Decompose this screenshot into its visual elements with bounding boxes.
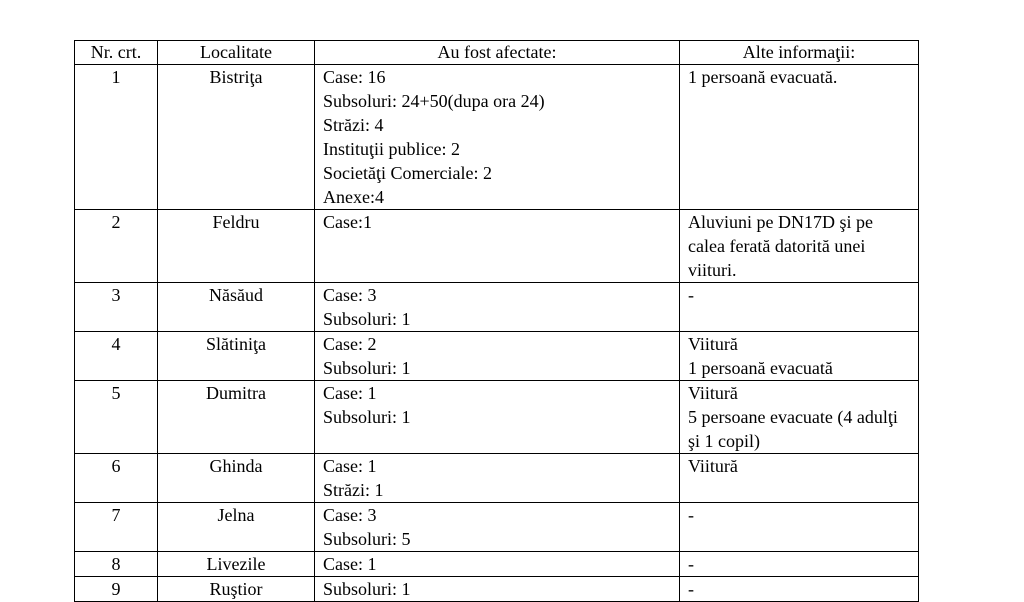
table-row (75, 577, 919, 602)
cell-afectate (315, 381, 680, 454)
table-header-row (75, 41, 919, 65)
afectate-line: Străzi: 4 (323, 115, 384, 135)
cell-alte-informatii (680, 210, 919, 283)
header-localitate: Localitate (158, 41, 315, 65)
cell-nr-crt: 9 (75, 577, 158, 602)
cell-alte-informatii (680, 552, 919, 577)
cell-alte-informatii (680, 65, 919, 210)
cell-localitate: Slătiniţa (158, 332, 315, 381)
cell-localitate: Ruştior (158, 577, 315, 602)
cell-alte-informatii (680, 332, 919, 381)
afectate-line: Străzi: 1 (323, 480, 384, 500)
table-row (75, 65, 919, 210)
info-line: - (688, 579, 694, 599)
flood-report-table (74, 40, 919, 602)
cell-localitate: Ghinda (158, 454, 315, 503)
cell-afectate (315, 65, 680, 210)
cell-alte-informatii (680, 283, 919, 332)
table-row (75, 332, 919, 381)
afectate-line: Case:1 (323, 212, 372, 232)
info-line: - (688, 285, 694, 305)
afectate-line: Case: 16 (323, 67, 386, 87)
info-line: Viitură (688, 383, 738, 403)
table-row (75, 283, 919, 332)
cell-afectate (315, 503, 680, 552)
cell-nr-crt: 8 (75, 552, 158, 577)
cell-localitate: Năsăud (158, 283, 315, 332)
afectate-line: Case: 1 (323, 383, 377, 403)
table-row (75, 381, 919, 454)
afectate-line: Instituţii publice: 2 (323, 139, 460, 159)
afectate-line: Anexe:4 (323, 187, 384, 207)
cell-localitate: Livezile (158, 552, 315, 577)
info-line: Aluviuni pe DN17D şi pe calea ferată datorită unei viituri. (688, 212, 873, 280)
table-row (75, 454, 919, 503)
cell-nr-crt: 7 (75, 503, 158, 552)
cell-afectate (315, 454, 680, 503)
afectate-line: Case: 1 (323, 456, 377, 476)
table-row (75, 210, 919, 283)
cell-afectate (315, 210, 680, 283)
info-line: 1 persoană evacuată (688, 358, 833, 378)
info-line: 1 persoană evacuată. (688, 67, 838, 87)
cell-alte-informatii (680, 503, 919, 552)
info-line: Viitură (688, 456, 738, 476)
afectate-line: Societăţi Comerciale: 2 (323, 163, 492, 183)
afectate-line: Subsoluri: 1 (323, 309, 411, 329)
afectate-line: Case: 3 (323, 285, 377, 305)
header-nr-crt: Nr. crt. (75, 41, 158, 65)
cell-afectate (315, 552, 680, 577)
cell-alte-informatii (680, 577, 919, 602)
cell-afectate (315, 577, 680, 602)
cell-nr-crt: 3 (75, 283, 158, 332)
header-alte-informatii: Alte informaţii: (680, 41, 919, 65)
table-row (75, 503, 919, 552)
cell-localitate: Bistriţa (158, 65, 315, 210)
afectate-line: Case: 2 (323, 334, 377, 354)
cell-alte-informatii (680, 381, 919, 454)
afectate-line: Case: 1 (323, 554, 377, 574)
info-line: - (688, 554, 694, 574)
cell-localitate: Dumitra (158, 381, 315, 454)
table-row (75, 552, 919, 577)
cell-nr-crt: 2 (75, 210, 158, 283)
afectate-line: Case: 3 (323, 505, 377, 525)
header-afectate: Au fost afectate: (315, 41, 680, 65)
afectate-line: Subsoluri: 1 (323, 407, 411, 427)
info-line: 5 persoane evacuate (4 adulţi şi 1 copil) (688, 407, 898, 451)
info-line: - (688, 505, 694, 525)
info-line: Viitură (688, 334, 738, 354)
afectate-line: Subsoluri: 1 (323, 579, 411, 599)
cell-alte-informatii (680, 454, 919, 503)
cell-afectate (315, 332, 680, 381)
cell-localitate: Feldru (158, 210, 315, 283)
afectate-line: Subsoluri: 1 (323, 358, 411, 378)
cell-nr-crt: 6 (75, 454, 158, 503)
cell-nr-crt: 4 (75, 332, 158, 381)
cell-localitate: Jelna (158, 503, 315, 552)
table-body (75, 65, 919, 602)
cell-afectate (315, 283, 680, 332)
cell-nr-crt: 5 (75, 381, 158, 454)
afectate-line: Subsoluri: 24+50(dupa ora 24) (323, 91, 545, 111)
cell-nr-crt: 1 (75, 65, 158, 210)
afectate-line: Subsoluri: 5 (323, 529, 411, 549)
